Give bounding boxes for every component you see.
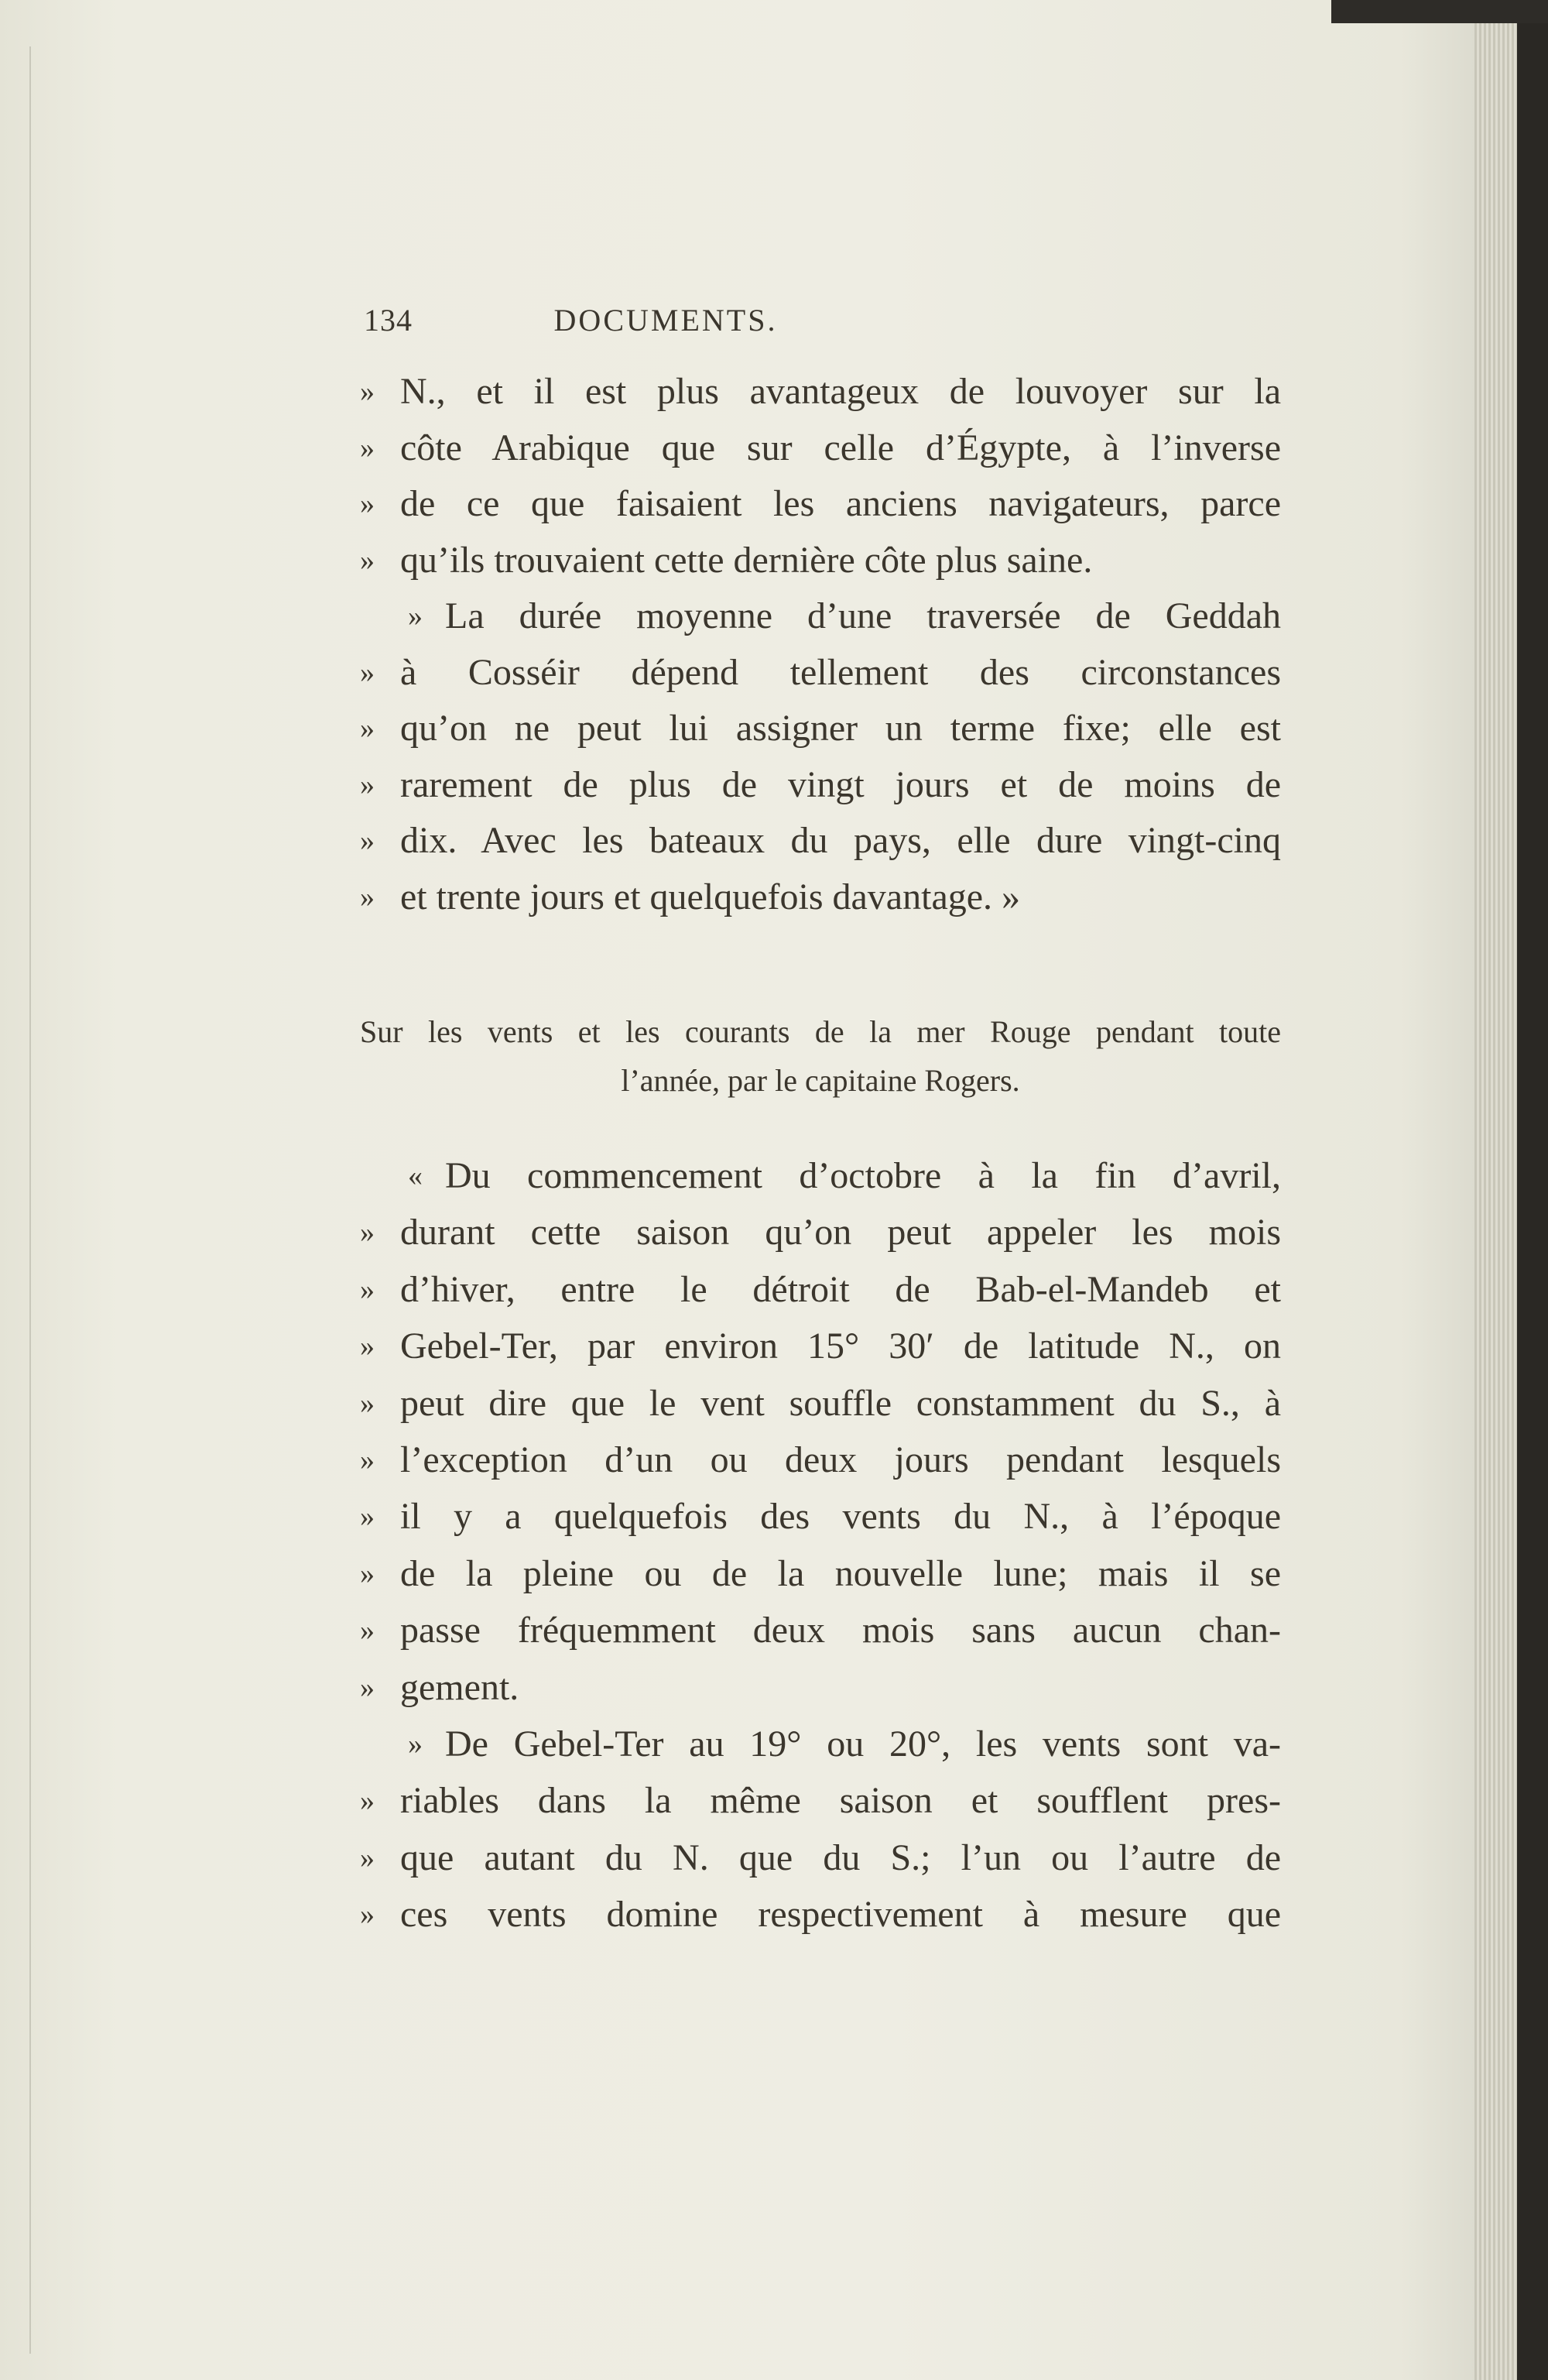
line-text: De Gebel-Ter au 19° ou 20°, les vents sont va- <box>445 1723 1281 1764</box>
text-line <box>360 1546 1281 1602</box>
book-cover-corner <box>1331 0 1548 23</box>
quote-mark: » <box>360 1330 375 1363</box>
line-text: qu’ils trouvaient cette dernière côte plus saine. <box>400 539 1093 581</box>
line-text: et trente jours et quelquefois davantage. » <box>400 876 1021 917</box>
quote-mark: » <box>360 1387 375 1420</box>
line-text: riables dans la même saison et soufflent pres- <box>400 1780 1281 1822</box>
quote-mark: » <box>360 712 375 745</box>
text-line <box>360 476 1281 532</box>
quote-mark: » <box>360 1785 375 1818</box>
quote-mark: » <box>360 1216 375 1250</box>
text-line <box>360 1319 1281 1374</box>
line-text: La durée moyenne d’une traversée de Geddah <box>445 595 1281 636</box>
quote-mark: » <box>360 1898 375 1932</box>
text-line <box>360 701 1281 756</box>
line-text: Du commencement d’octobre à la fin d’avril, <box>445 1155 1281 1196</box>
section-title-line: Sur les vents et les courants de la mer Rouge pendant toute <box>360 1014 1281 1049</box>
quote-mark: » <box>408 600 423 633</box>
line-text: de la pleine ou de la nouvelle lune; mais il se <box>400 1552 1281 1594</box>
line-text: ces vents domine respectivement à mesure que <box>400 1894 1281 1936</box>
running-title: DOCUMENTS. <box>553 303 778 338</box>
line-text: côte Arabique que sur celle d’Égypte, à l’inverse <box>400 427 1281 468</box>
text-line <box>360 1376 1281 1432</box>
line-text: Gebel-Ter, par environ 15° 30′ de latitude N., on <box>400 1325 1281 1367</box>
text-line <box>360 533 1281 588</box>
quote-mark: » <box>360 1671 375 1704</box>
line-text: dix. Avec les bateaux du pays, elle dure vingt-cinq <box>400 820 1281 861</box>
line-text: N., et il est plus avantageux de louvoyer sur la <box>400 371 1281 412</box>
line-text: que autant du N. que du S.; l’un ou l’autre de <box>400 1836 1281 1878</box>
text-line <box>360 1716 1281 1772</box>
text-line <box>360 420 1281 476</box>
text-line <box>360 588 1281 644</box>
text-line <box>360 1148 1281 1204</box>
quote-mark: » <box>360 488 375 520</box>
line-text: rarement de plus de vingt jours et de moins de <box>400 763 1281 805</box>
line-text: d’hiver, entre le détroit de Bab-el-Mandeb et <box>400 1268 1281 1310</box>
running-header <box>364 302 1277 341</box>
quote-mark: » <box>360 1500 375 1534</box>
text-line <box>360 813 1281 869</box>
text-line <box>360 1432 1281 1488</box>
page-edges <box>1474 0 1517 2380</box>
quote-mark: » <box>360 656 375 689</box>
line-text: l’exception d’un ou deux jours pendant lesquels <box>400 1439 1281 1480</box>
text-line <box>360 364 1281 420</box>
text-line <box>360 757 1281 813</box>
line-text: durant cette saison qu’on peut appeler les mois <box>400 1212 1281 1253</box>
text-line <box>360 1660 1281 1716</box>
line-text: il y a quelquefois des vents du N., à l’époque <box>400 1496 1281 1538</box>
quote-mark: » <box>360 431 375 465</box>
text-line <box>360 1205 1281 1260</box>
quote-mark: « <box>408 1160 423 1192</box>
text-line <box>360 1489 1281 1545</box>
quote-mark: » <box>360 825 375 857</box>
quote-mark: » <box>408 1728 423 1761</box>
quote-mark: » <box>360 1557 375 1590</box>
quote-mark: » <box>360 1841 375 1874</box>
text-line <box>360 869 1281 925</box>
quote-mark: » <box>360 1444 375 1476</box>
quote-mark: » <box>360 376 375 408</box>
line-text: qu’on ne peut lui assigner un terme fixe; elle est <box>400 708 1281 749</box>
line-text: de ce que faisaient les anciens navigateurs, parce <box>400 483 1281 524</box>
line-text: peut dire que le vent souffle constamment du S., à <box>400 1382 1281 1424</box>
text-line <box>360 1830 1281 1886</box>
line-text: passe fréquemment deux mois sans aucun chan- <box>400 1610 1281 1651</box>
page-border-line <box>29 46 31 2354</box>
line-text: gement. <box>400 1666 519 1708</box>
quote-mark: » <box>360 1273 375 1306</box>
text-line <box>360 1262 1281 1318</box>
quote-mark: » <box>360 880 375 914</box>
text-line <box>360 645 1281 701</box>
text-line <box>360 1773 1281 1829</box>
quote-mark: » <box>360 1614 375 1648</box>
text-line <box>360 1887 1281 1943</box>
quote-mark: » <box>360 544 375 577</box>
section-title-line: l’année, par le capitaine Rogers. <box>621 1063 1020 1098</box>
quote-mark: » <box>360 768 375 801</box>
text-line <box>360 1603 1281 1658</box>
page-number: 134 <box>364 303 413 338</box>
line-text: à Cosséir dépend tellement des circonstances <box>400 651 1281 693</box>
book-cover-edge <box>1517 0 1548 2380</box>
